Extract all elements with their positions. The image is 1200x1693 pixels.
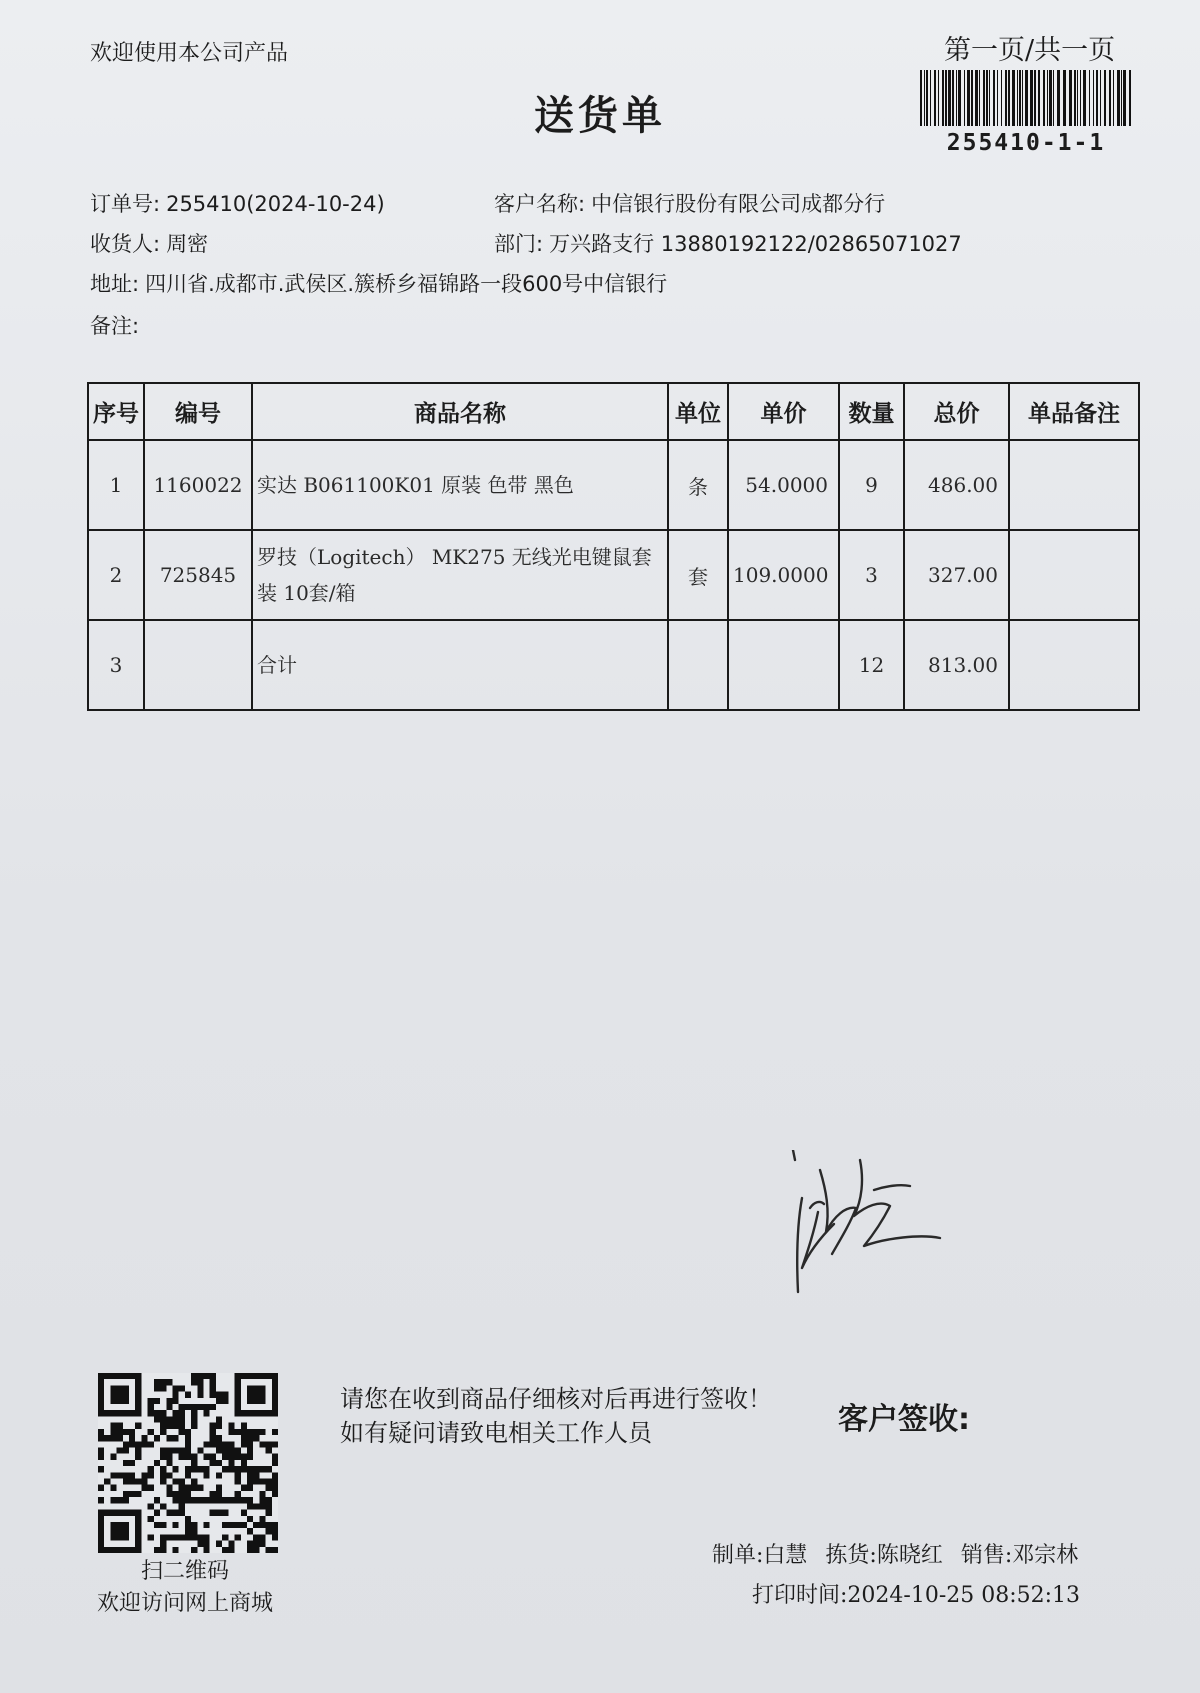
- order-number-value: 255410(2024-10-24): [166, 192, 385, 216]
- order-number-field: [90, 188, 385, 218]
- table-row: [88, 530, 1139, 620]
- receiver-value: 周密: [166, 232, 209, 256]
- goods-table: [87, 382, 1140, 711]
- table-row-total: [88, 620, 1139, 710]
- qr-caption-line-2: 欢迎访问网上商城: [96, 1591, 273, 1616]
- cell-seq: 3: [88, 620, 144, 710]
- cell-total: 327.00: [904, 530, 1009, 620]
- cell-code: 725845: [144, 530, 252, 620]
- cell-code: 1160022: [144, 440, 252, 530]
- customer-name-label: 客户名称:: [494, 192, 586, 216]
- header-item-note: 单品备注: [1009, 383, 1139, 440]
- cell-quantity: 9: [839, 440, 904, 530]
- document-title: 送货单: [534, 92, 666, 139]
- picker-text: 拣货:陈晓红: [825, 1543, 943, 1568]
- cell-unit: 套: [668, 530, 728, 620]
- barcode-icon: [918, 70, 1134, 126]
- cell-total: 813.00: [904, 620, 1009, 710]
- cell-unit-price: [728, 620, 839, 710]
- remark-field: [90, 310, 145, 340]
- cell-unit: 条: [668, 440, 728, 530]
- sales-text: 销售:邓宗林: [960, 1543, 1079, 1568]
- receiver-label: 收货人:: [90, 232, 161, 256]
- header-total: 总价: [904, 383, 1009, 440]
- sign-notice: 请您在收到商品仔细核对后再进行签收！如有疑问请致电相关工作人员: [340, 1385, 772, 1447]
- cell-unit: [668, 620, 728, 710]
- receiver-field: [90, 228, 208, 258]
- cell-product-name: 实达 B061100K01 原装 色带 黑色: [252, 440, 668, 530]
- header-quantity: 数量: [839, 383, 904, 440]
- header-product-name: 商品名称: [252, 383, 668, 440]
- cell-product-name: 罗技（Logitech） MK275 无线光电键鼠套装 10套/箱: [252, 530, 668, 620]
- header-unit-price: 单价: [728, 383, 839, 440]
- customer-name-field: [494, 188, 885, 218]
- customer-name-value: 中信银行股份有限公司成都分行: [591, 192, 886, 216]
- address-field: [90, 268, 667, 298]
- cell-item-note: [1009, 440, 1139, 530]
- handwritten-signature: [790, 1150, 1020, 1300]
- qr-code-icon: [98, 1373, 278, 1553]
- table-header-row: [88, 383, 1139, 440]
- order-number-label: 订单号:: [90, 192, 161, 216]
- cell-unit-price: 109.0000: [728, 530, 839, 620]
- address-value: 四川省.成都市.武侯区.簇桥乡福锦路一段600号中信银行: [145, 272, 668, 296]
- cell-unit-price: 54.0000: [728, 440, 839, 530]
- page-indicator: 第一页/共一页: [944, 35, 1116, 66]
- header-unit: 单位: [668, 383, 728, 440]
- cell-seq: 2: [88, 530, 144, 620]
- address-label: 地址:: [90, 272, 140, 296]
- cell-product-name: 合计: [252, 620, 668, 710]
- cell-quantity: 12: [839, 620, 904, 710]
- department-field: [494, 228, 962, 258]
- cell-quantity: 3: [839, 530, 904, 620]
- header-code: 编号: [144, 383, 252, 440]
- qr-caption-line-1: 扫二维码: [140, 1559, 229, 1584]
- cell-code: [144, 620, 252, 710]
- cell-seq: 1: [88, 440, 144, 530]
- header-seq: 序号: [88, 383, 144, 440]
- print-time: 打印时间:2024-10-25 08:52:13: [752, 1583, 1081, 1608]
- qr-caption: [60, 1556, 310, 1620]
- maker-text: 制单:白慧: [712, 1543, 808, 1568]
- department-value: 万兴路支行 13880192122/02865071027: [549, 232, 962, 256]
- cell-total: 486.00: [904, 440, 1009, 530]
- remark-label: 备注:: [90, 314, 140, 338]
- staff-line: [712, 1538, 1096, 1569]
- cell-item-note: [1009, 620, 1139, 710]
- department-label: 部门:: [494, 232, 544, 256]
- customer-sign-label: 客户签收:: [838, 1402, 970, 1437]
- welcome-text: 欢迎使用本公司产品: [90, 41, 289, 66]
- table-row: [88, 440, 1139, 530]
- barcode-number: 255410-1-1: [946, 130, 1106, 156]
- cell-item-note: [1009, 530, 1139, 620]
